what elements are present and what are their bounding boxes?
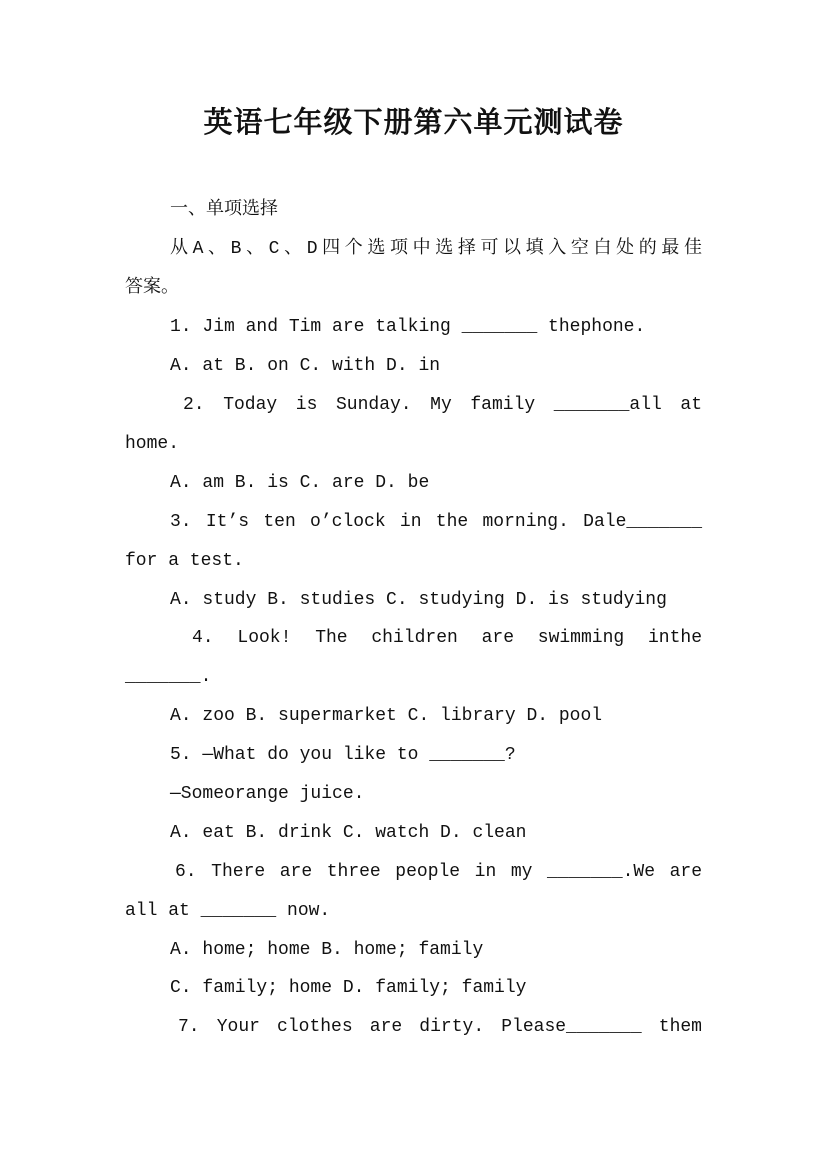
question-6-stem-continued: all at _______ now.: [125, 901, 331, 921]
page-title: 英语七年级下册第六单元测试卷: [203, 105, 624, 139]
question-5-stem: 5. —What do you like to _______?: [170, 745, 516, 765]
question-3-options: A. study B. studies C. studying D. is studying: [170, 590, 667, 610]
section-instruction-line: 从A、B、C、D四个选项中选择可以填入空白处的最佳: [170, 239, 702, 259]
question-2-stem: 2. Today is Sunday. My family _______all at: [183, 395, 702, 415]
question-4-options: A. zoo B. supermarket C. library D. pool: [170, 706, 603, 726]
section-heading: 一、单项选择: [170, 200, 278, 220]
question-6-options: C. family; home D. family; family: [170, 978, 527, 998]
question-3-stem: 3. It’s ten o’clock in the morning. Dale_______: [170, 512, 702, 532]
section-instruction-line: 答案。: [125, 278, 179, 298]
question-1-stem: 1. Jim and Tim are talking _______ thephone.: [170, 317, 646, 337]
question-5-stem-continued: —Someorange juice.: [170, 784, 365, 804]
question-6-stem: 6. There are three people in my _______.We are: [175, 862, 702, 882]
question-6-options: A. home; home B. home; family: [170, 940, 484, 960]
question-4-stem-continued: _______.: [125, 667, 212, 687]
question-7-stem: 7. Your clothes are dirty. Please_______ them: [178, 1017, 702, 1037]
question-2-stem-continued: home.: [125, 434, 180, 454]
question-4-stem: 4. Look! The children are swimming inthe: [192, 628, 702, 648]
question-5-options: A. eat B. drink C. watch D. clean: [170, 823, 527, 843]
question-3-stem-continued: for a test.: [125, 551, 244, 571]
question-2-options: A. am B. is C. are D. be: [170, 473, 430, 493]
question-1-options: A. at B. on C. with D. in: [170, 356, 441, 376]
